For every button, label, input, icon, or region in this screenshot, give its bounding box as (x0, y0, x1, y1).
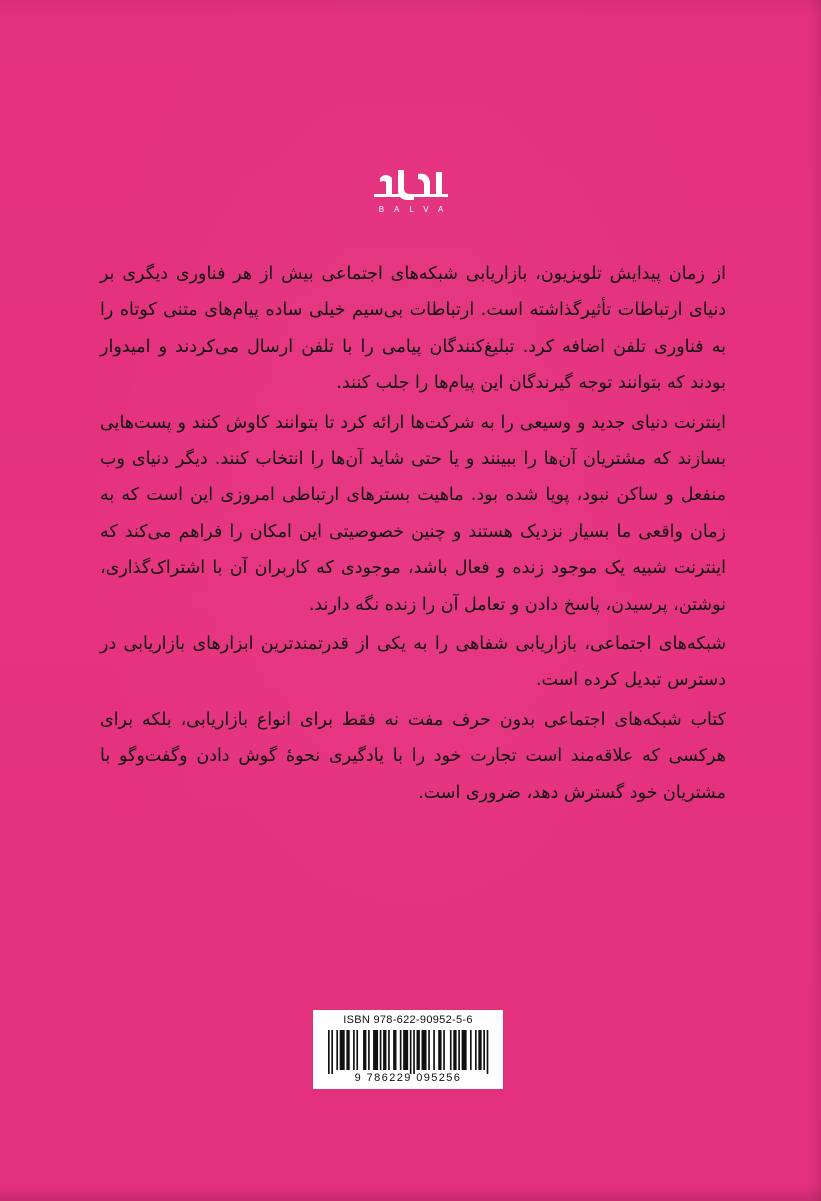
barcode-bar (356, 1030, 358, 1070)
cover-edge-shadow-right (809, 0, 821, 1201)
cover-edge-shadow-bottom (0, 1185, 821, 1201)
barcode-bar (373, 1030, 378, 1070)
barcode-bar (380, 1030, 382, 1070)
barcode-bar (346, 1030, 349, 1070)
isbn-barcode-panel (313, 1010, 503, 1089)
barcode-bar (422, 1030, 427, 1070)
barcode-bar (470, 1030, 472, 1070)
blurb-paragraph: شبکه‌های اجتماعی، بازاریابی شفاهی را به یکی از قدرتمندترین ابزارهای بازاریابی در دسترس تبدیل کرده است. (100, 634, 726, 691)
barcode-digits: 9 786229 095256 (354, 1072, 462, 1084)
barcode-bar (450, 1030, 452, 1070)
back-cover-blurb (100, 256, 726, 814)
barcode-bar (363, 1030, 366, 1070)
cover-edge-shadow-top (0, 0, 821, 14)
barcode-bar (328, 1030, 330, 1074)
publisher-logo (368, 160, 458, 218)
publisher-logo-wordmark: BALVA (378, 205, 454, 214)
publisher-logo-mark (370, 160, 456, 202)
barcode-bar (368, 1030, 370, 1070)
barcode-bar (458, 1030, 460, 1070)
isbn-label: ISBN 978-622-90952-5-6 (343, 1014, 473, 1026)
barcode-bar (336, 1030, 338, 1070)
blurb-paragraph: اینترنت دنیای جدید و وسیعی را به شرکت‌ها ارائه کرد تا بتوانند کاوش کنند و پست‌هایی بسازند که مشتریان آن‌ها را ببینند و یا حتی شاید آن‌ها را انتخاب کنند. دیگر دنیای وب منفعل و ساکن نبود، پویا شده بود. ماهیت بسترهای ارتباطی امروزی این است که به زمان واقعی ما بسیار نزدیک هستند و چنین خصوصیتی این امکان را فراهم می‌کند که اینترنت شبیه یک موجود زنده و فعال باشد، موجودی که کاربران آن با اشتراک‌گذاری، نوشتن، پرسیدن، پاسخ دادن و تعامل آن را زنده نگه دارند. (100, 412, 726, 615)
barcode-bar (453, 1030, 456, 1070)
barcode-bar (433, 1030, 435, 1070)
barcode-bar (400, 1030, 402, 1070)
barcode-bar (331, 1030, 333, 1074)
barcode-bar (417, 1030, 420, 1070)
barcode-bar (475, 1030, 477, 1070)
blurb-paragraph: کتاب شبکه‌های اجتماعی بدون حرف مفت نه فقط برای انواع بازاریابی، بلکه برای هرکسی که علاقه‌مند است تجارت خود را با یادگیری نحوهٔ گوش دادن وگفت‌وگو با مشتریان خود گسترش دهد، ضروری است. (100, 709, 726, 803)
barcode-bar (353, 1030, 355, 1070)
blurb-paragraph: از زمان پیدایش تلویزیون، بازاریابی شبکه‌های اجتماعی بیش از هر فناوری دیگری بر دنیای ارتباطات تأثیرگذاشته است. ارتباطات بی‌سیم خیلی ساده پیام‌های متنی کوتاه را به فناوری تلفن اضافه کرد. تبلیغ‌کنندگان پیامی را با تلفن ارسال می‌کردند و امیدوار بودند که بتوانند توجه گیرندگان این پیام‌ها را جلب کنند. (100, 264, 726, 394)
barcode-bars (328, 1030, 490, 1074)
barcode-bar (393, 1030, 396, 1070)
barcode-bar (428, 1030, 430, 1070)
barcode-bar (340, 1030, 345, 1070)
barcode-bar (462, 1030, 467, 1070)
barcode-bar (478, 1030, 481, 1070)
barcode-bar (383, 1030, 386, 1070)
barcode-bar (483, 1030, 485, 1070)
barcode-bar (410, 1030, 412, 1074)
barcode-bar (443, 1030, 445, 1070)
barcode-bar (487, 1030, 489, 1074)
barcode-bar (388, 1030, 390, 1070)
barcode-bar (413, 1030, 415, 1074)
barcode-bar (438, 1030, 441, 1070)
barcode-bar (403, 1030, 408, 1070)
